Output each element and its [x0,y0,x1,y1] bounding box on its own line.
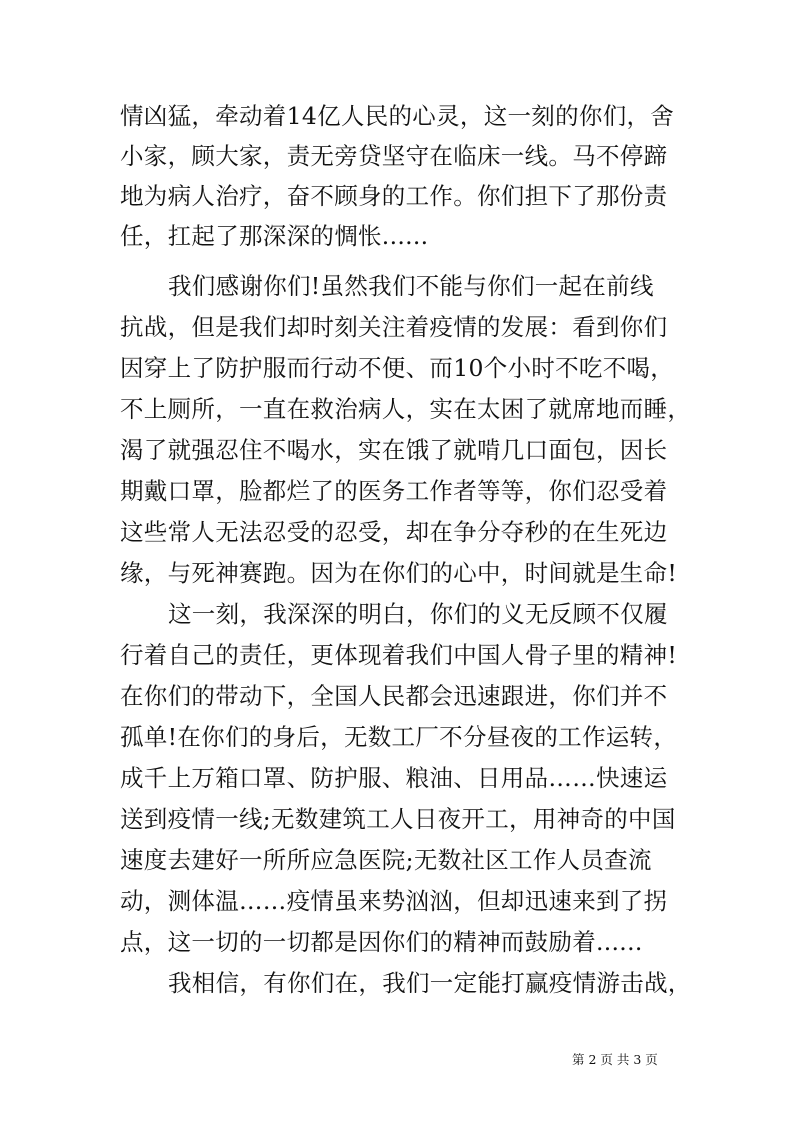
text-line: 地为病人治疗，奋不顾身的工作。你们担下了那份责 [120,182,668,210]
text-line: 孤单!在你们的身后，无数工厂不分昼夜的工作运转， [120,723,678,751]
text-line: 任，扛起了那深深的惆怅...... [120,222,429,250]
text-line: 情凶猛，牵动着14亿人民的心灵，这一刻的你们，舍 [120,102,675,130]
page-number-footer: 第 2 页 共 3 页 [572,1052,658,1067]
text-line: 期戴口罩，脸都烂了的医务工作者等等，你们忍受着 [120,477,668,505]
text-line: 这一刻，我深深的明白，你们的义无反顾不仅履 [168,600,668,628]
text-line: 小家，顾大家，责无旁贷坚守在临床一线。马不停蹄 [120,142,668,170]
text-line: 我们感谢你们!虽然我们不能与你们一起在前线 [168,272,654,300]
text-line: 行着自己的责任，更体现着我们中国人骨子里的精神! [120,641,678,669]
text-line: 点，这一切的一切都是因你们的精神而鼓励着...... [120,928,643,956]
text-line: 这些常人无法忍受的忍受，却在争分夺秒的在生死边 [120,518,668,546]
text-line: 我相信，有你们在，我们一定能打赢疫情游击战， [168,969,692,997]
text-line: 动，测体温……疫情虽来势汹汹，但却迅速来到了拐 [120,887,668,915]
text-line: 抗战，但是我们却时刻关注着疫情的发展：看到你们 [120,313,668,341]
text-line: 在你们的带动下，全国人民都会迅速跟进，你们并不 [120,682,668,710]
text-line: 缘，与死神赛跑。因为在你们的心中，时间就是生命! [120,559,678,587]
text-line: 渴了就强忍住不喝水，实在饿了就啃几口面包，因长 [120,436,668,464]
text-line: 因穿上了防护服而行动不便、而10个小时不吃不喝， [120,354,675,382]
text-line: 不上厕所，一直在救治病人，实在太困了就席地而睡， [120,395,692,423]
text-line: 送到疫情一线;无数建筑工人日夜开工，用神奇的中国 [120,805,676,833]
text-line: 成千上万箱口罩、防护服、粮油、日用品……快速运 [120,764,668,792]
text-line: 速度去建好一所所应急医院;无数社区工作人员查流 [120,846,652,874]
